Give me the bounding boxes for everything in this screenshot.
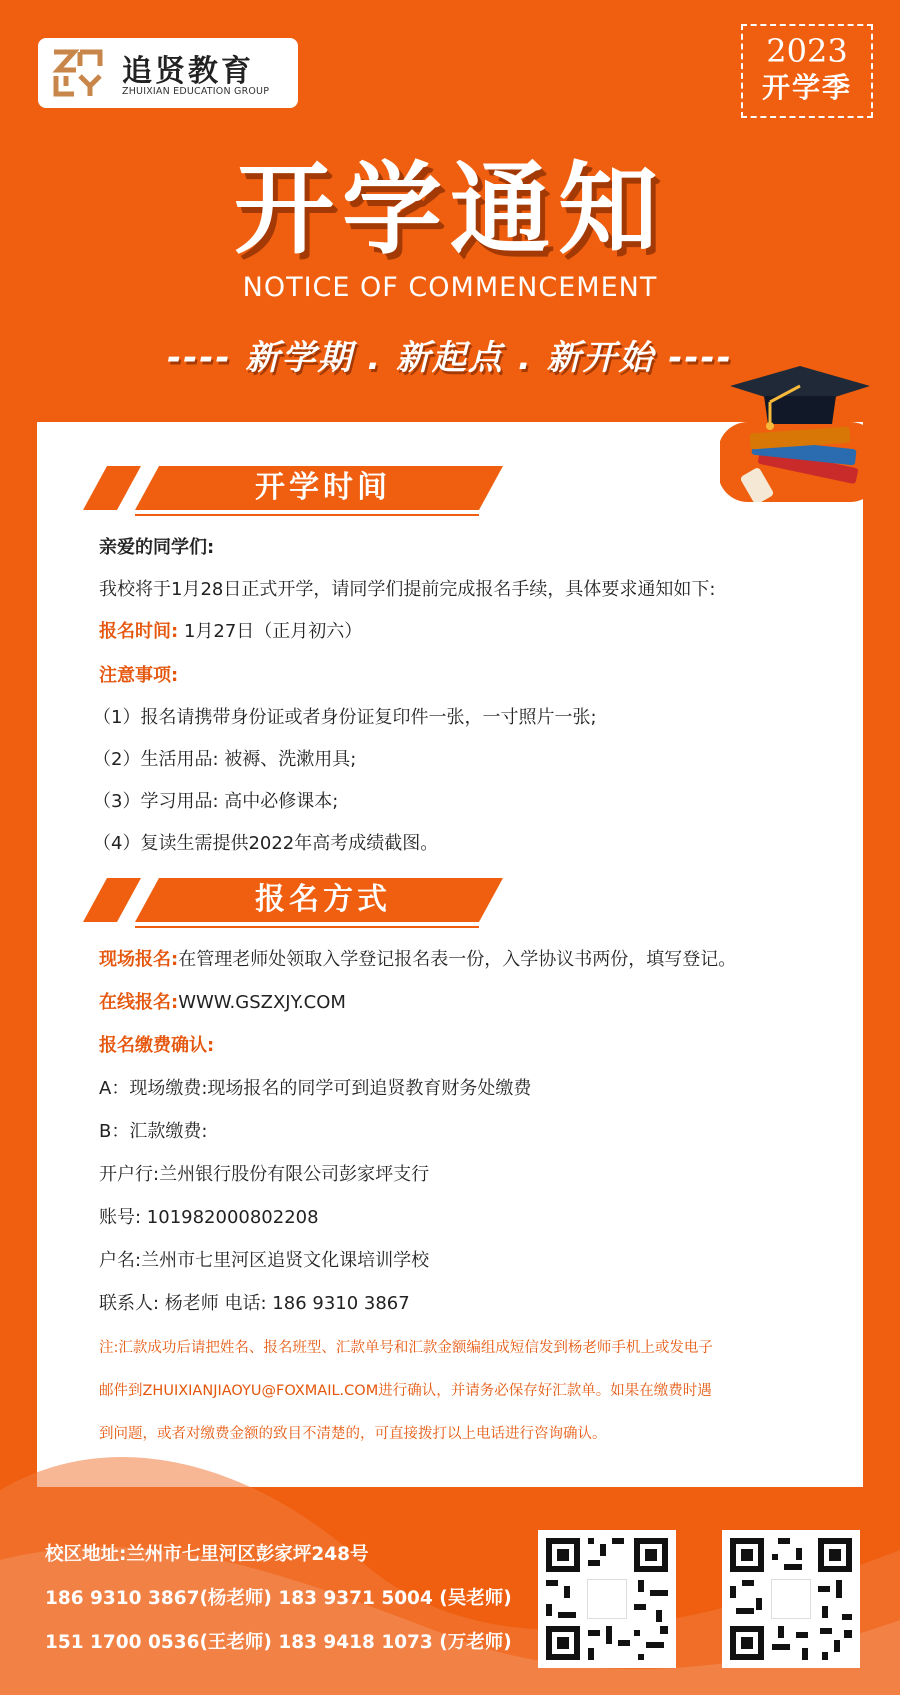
graduation-hat-icon: [720, 362, 880, 502]
note-item: （1）报名请携带身份证或者身份证复印件一张，一寸照片一张;: [93, 707, 597, 728]
online-url[interactable]: WWW.GSZXJY.COM: [178, 992, 346, 1013]
note-item: （2）生活用品: 被褥、洗漱用具;: [93, 749, 357, 770]
section-heading-method: 报名方式: [255, 882, 391, 917]
season-label: 开学季: [761, 71, 852, 104]
onsite-label: 现场报名:: [99, 949, 179, 970]
remit-note: 邮件到ZHUIXIANJIAOYU@FOXMAIL.COM进行确认，并请务必保存好汇款单。如果在缴费时遇: [99, 1383, 712, 1399]
qr-logo-icon: [771, 1579, 811, 1619]
pay-option-b: B：汇款缴费:: [99, 1121, 208, 1142]
season-year: 2023: [766, 32, 848, 70]
slogan: ---- 新学期 . 新起点 . 新开始 ----: [167, 338, 733, 378]
onsite-row: [99, 946, 736, 974]
intro-text: 我校将于1月28日正式开学，请同学们提前完成报名手续，具体要求通知如下:: [99, 579, 716, 600]
remit-note: 到问题，或者对缴费金额的致目不清楚的，可直接拨打以上电话进行咨询确认。: [99, 1426, 607, 1442]
page-subtitle: NOTICE OF COMMENCEMENT: [242, 272, 658, 303]
section-banner-time: [83, 466, 503, 516]
onsite-value: 在管理老师处领取入学登记报名表一份，入学协议书两份，填写登记。: [178, 949, 737, 970]
note-item: （4）复读生需提供2022年高考成绩截图。: [93, 833, 439, 854]
account-number: 账号: 101982000802208: [99, 1207, 319, 1228]
note-item: （3）学习用品: 高中必修课本;: [93, 791, 339, 812]
contact-info: 联系人: 杨老师 电话: 186 9310 3867: [99, 1293, 410, 1314]
online-label: 在线报名:: [99, 992, 179, 1013]
remit-note: 注:汇款成功后请把姓名、报名班型、汇款单号和汇款金额编组成短信发到杨老师手机上或发电子: [99, 1340, 713, 1356]
account-name: 户名:兰州市七里河区追贤文化课培训学校: [99, 1250, 430, 1271]
brand-logo: [38, 38, 298, 108]
page-title: 开学通知: [234, 151, 666, 268]
reg-time-row: [99, 618, 362, 646]
brand-name: 追贤教育: [122, 54, 254, 89]
reg-time-value: 1月27日（正月初六）: [183, 621, 363, 642]
confirm-label: 报名缴费确认:: [99, 1035, 215, 1056]
section-banner-method: [83, 878, 503, 928]
pay-option-a: A：现场缴费:现场报名的同学可到追贤教育财务处缴费: [99, 1078, 532, 1099]
reg-time-label: 报名时间:: [99, 621, 179, 642]
section-heading-time: 开学时间: [255, 470, 391, 505]
notes-label: 注意事项:: [99, 665, 179, 686]
qr-logo-icon: [587, 1579, 627, 1619]
bank-name: 开户行:兰州银行股份有限公司彭家坪支行: [99, 1164, 430, 1185]
greeting: 亲爱的同学们:: [99, 537, 215, 558]
campus-address: 校区地址:兰州市七里河区彭家坪248号: [45, 1544, 369, 1565]
brand-tagline: ZHUIXIAN EDUCATION GROUP: [122, 86, 270, 97]
phone-row: 151 1700 0536(王老师) 183 9418 1073 (万老师): [45, 1632, 512, 1653]
season-badge: [741, 24, 873, 118]
qr-code-icon: [722, 1530, 860, 1668]
zxjy-logo-icon: [50, 46, 104, 100]
qr-code-icon: [538, 1530, 676, 1668]
phone-row: 186 9310 3867(杨老师) 183 9371 5004 (吴老师): [45, 1588, 512, 1609]
online-row: [99, 989, 346, 1017]
content-card: [37, 422, 863, 1487]
